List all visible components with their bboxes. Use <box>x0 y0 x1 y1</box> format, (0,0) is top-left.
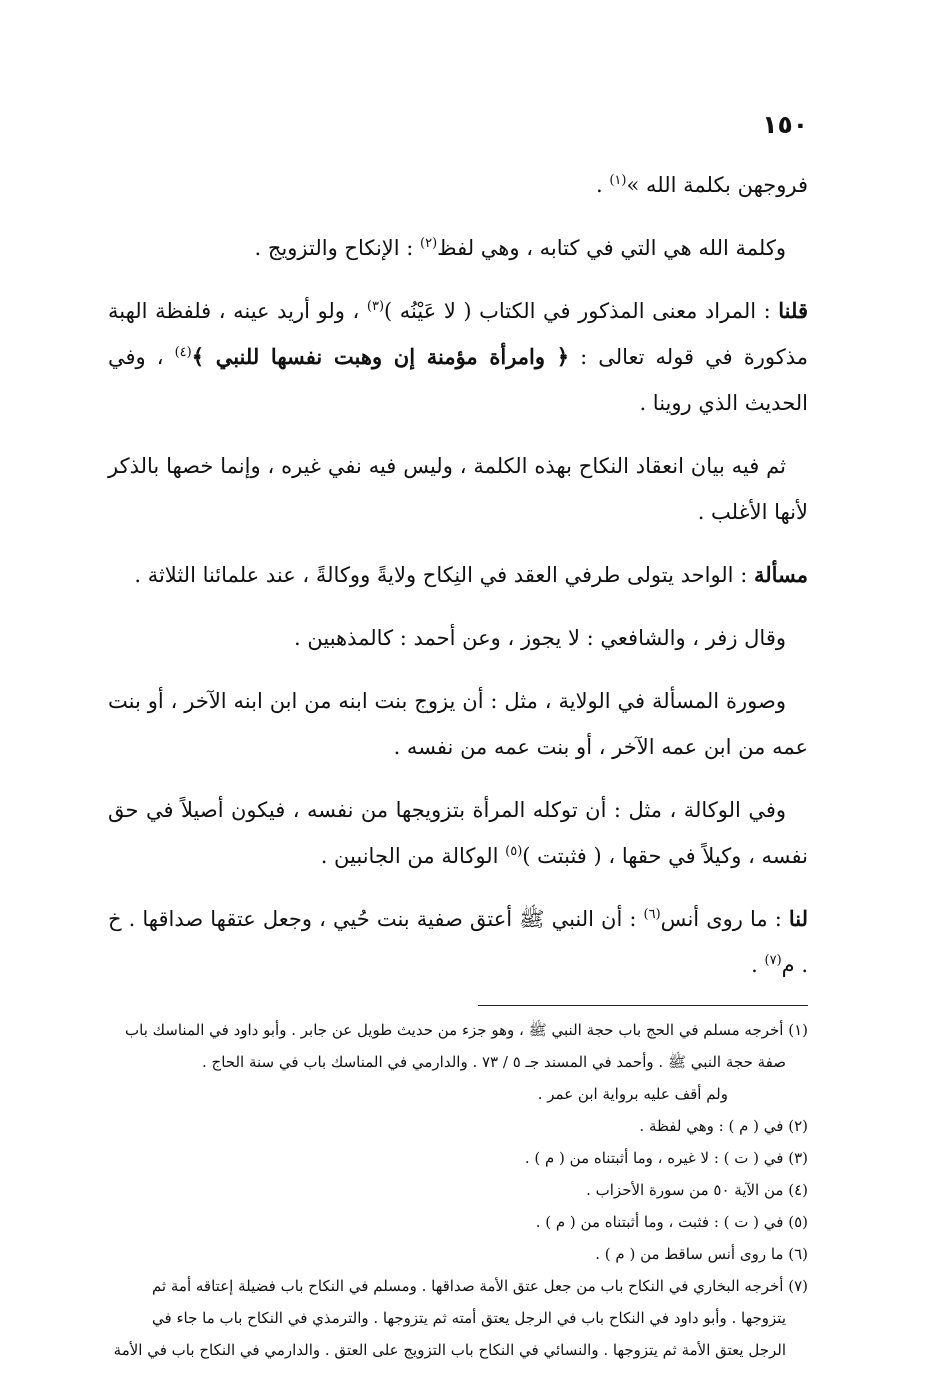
paragraph-text: : الواحد يتولى طرفي العقد في النِكاح ولايةً ووكالةً ، عند علمائنا الثلاثة . <box>134 563 754 587</box>
lead-word: لنا <box>788 906 808 931</box>
paragraph-text: ، وفي الحديث الذي روينا . <box>108 345 808 415</box>
paragraph-3 <box>108 288 808 426</box>
body-text <box>108 162 808 988</box>
lead-word: قلنا <box>778 298 809 323</box>
paragraph-text: فروجهن بكلمة الله » <box>626 173 808 197</box>
paragraph-text: وكلمة الله هي التي في كتابه ، وهي لفظ <box>437 236 786 260</box>
footnote-ref[interactable]: (٧) <box>764 953 782 968</box>
lead-word: مسألة <box>753 562 808 587</box>
paragraph-text: ثم فيه بيان انعقاد النكاح بهذه الكلمة ، وليس فيه نفي غيره ، وإنما خصها بالذكر لأنها الأغلب . <box>108 454 808 524</box>
paragraph-text: : الإنكاح والتزويج . <box>254 236 421 260</box>
paragraph-text: ، ولو أريد عينه ، فلفظة الهبة مذكورة في قوله تعالى : <box>108 299 808 369</box>
footnote-ref[interactable]: (٢) <box>420 236 438 251</box>
paragraph-9 <box>108 896 808 988</box>
footnote-7-continued: الرجل يعتق الأمة ثم يتزوجها . والنسائي في النكاح باب التزويج على العتق . والدارمي في النكاح باب في الأمة <box>113 1341 786 1359</box>
footnote-6: (٦) ما روى أنس ساقط من ( م ) . <box>595 1245 808 1263</box>
footnote-ref[interactable]: (٥) <box>505 844 523 859</box>
footnote-divider <box>478 1005 808 1006</box>
paragraph-text: الوكالة من الجانبين . <box>320 844 506 868</box>
paragraph-text: . <box>751 953 765 977</box>
footnote-1-remark: ولم أقف عليه برواية ابن عمر . <box>537 1085 728 1103</box>
footnote-1-continued: صفة حجة النبي ﷺ . وأحمد في المسند جـ ٥ / ٧٣ . والدارمي في المناسك باب في سنة الحاج . <box>202 1053 786 1071</box>
footnote-7: (٧) أخرجه البخاري في النكاح باب من جعل عتق الأمة صداقها . ومسلم في النكاح باب فضيلة إعتاقه أمة ثم <box>151 1277 808 1295</box>
footnote-ref[interactable]: (١) <box>609 173 627 188</box>
paragraph-text: وصورة المسألة في الولاية ، مثل : أن يزوج بنت ابنه من ابن ابنه الآخر ، أو بنت عمه من ابن عمه الآخر ، أو بنت عمه من نفسه . <box>108 689 808 759</box>
paragraph-2 <box>108 225 808 271</box>
page-number: ١٥٠ <box>762 110 808 139</box>
paragraph-text: : ما روى أنس <box>660 907 789 931</box>
paragraph-8 <box>108 787 808 879</box>
footnotes <box>108 1016 808 1365</box>
paragraph-7 <box>108 678 808 770</box>
paragraph-6 <box>108 615 808 661</box>
paragraph-5 <box>108 552 808 598</box>
footnote-ref[interactable]: (٣) <box>366 299 385 314</box>
paragraph-text: : أن النبي ﷺ أعتق صفية بنت حُيي ، وجعل عتقها صداقها . خ . م <box>108 907 808 977</box>
paragraph-text: وفي الوكالة ، مثل : أن توكله المرأة بتزويجها من نفسه ، فيكون أصيلاً في حق نفسه ، وكيلاً في حقها ، ( فثبتت ) <box>108 798 808 868</box>
footnote-5: (٥) في ( ت ) : فثبت ، وما أثبتناه من ( م ) . <box>535 1213 808 1231</box>
paragraph-4 <box>108 443 808 535</box>
quran-verse: ﴿ وامرأة مؤمنة إن وهبت نفسها للنبي ﴾ <box>191 344 570 369</box>
footnote-7-continued: يتزوجها . وأبو داود في النكاح باب في الرجل يعتق أمته ثم يتزوجها . والترمذي في النكاح باب ما جاء في <box>152 1309 786 1327</box>
footnote-2: (٢) في ( م ) : وهي لفظة . <box>639 1117 808 1135</box>
footnote-ref[interactable]: (٦) <box>643 907 661 922</box>
footnote-3: (٣) في ( ت ) : لا غيره ، وما أثبتناه من ( م ) . <box>524 1149 808 1167</box>
footnote-1: (١) أخرجه مسلم في الحج باب حجة النبي ﷺ ، وهو جزء من حديث طويل عن جابر . وأبو داود في المناسك باب <box>125 1021 808 1039</box>
paragraph-1 <box>108 162 808 208</box>
paragraph-text: وقال زفر ، والشافعي : لا يجوز ، وعن أحمد : كالمذهبين . <box>294 626 786 650</box>
footnote-4: (٤) من الآية ٥٠ من سورة الأحزاب . <box>586 1181 808 1199</box>
paragraph-text: . <box>595 173 610 197</box>
document-page <box>108 110 808 1368</box>
paragraph-text: : المراد معنى المذكور في الكتاب ( لا عَيْنُه ) <box>384 299 779 323</box>
footnote-ref[interactable]: (٤) <box>174 345 192 360</box>
